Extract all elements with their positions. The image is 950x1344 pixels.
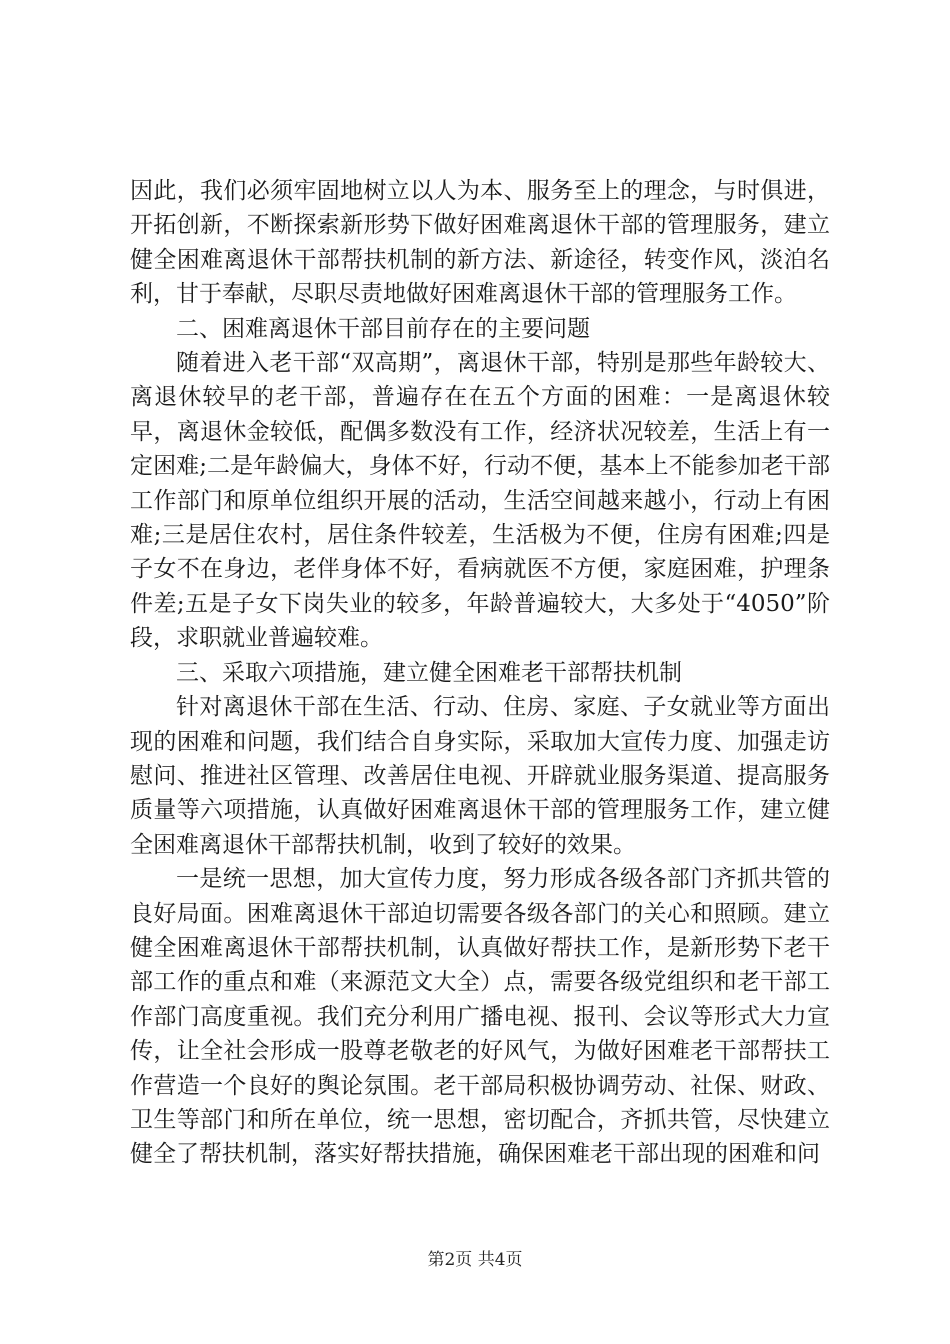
page-footer: 第2页 共4页 (427, 1250, 523, 1270)
paragraph-measure-one: 一是统一思想，加大宣传力度，努力形成各级各部门齐抓共管的良好局面。困难离退休干部迫切需要各级各部门的关心和照顾。建立健全困难离退休干部帮扶机制，认真做好帮扶工作，是新形势下老干部工作的重点和难（来源范文大全）点，需要各级党组织和老干部工作部门高度重视。我们充分利用广播电视、报刊、会议等形式大力宣传，让全社会形成一股尊老敬老的好风气，为做好困难老干部帮扶工作营造一个良好的舆论氛围。老干部局积极协调劳动、社保、财政、卫生等部门和所在单位，统一思想，密切配合，齐抓共管，尽快建立健全了帮扶机制，落实好帮扶措施，确保困难老干部出现的困难和问 (130, 866, 830, 1168)
paragraph-intro: 因此，我们必须牢固地树立以人为本、服务至上的理念，与时俱进，开拓创新，不断探索新形势下做好困难离退休干部的管理服务，建立健全困难离退休干部帮扶机制的新方法、新途径，转变作风，淡泊名利，甘于奉献，尽职尽责地做好困难离退休干部的管理服务工作。 (130, 178, 830, 308)
document-body (130, 174, 830, 1172)
section-heading-2: 二、困难离退休干部目前存在的主要问题 (176, 315, 590, 342)
section-heading-3: 三、采取六项措施，建立健全困难老干部帮扶机制 (176, 659, 682, 686)
paragraph-measures: 针对离退休干部在生活、行动、住房、家庭、子女就业等方面出现的困难和问题，我们结合自身实际，采取加大宣传力度、加强走访慰问、推进社区管理、改善居住电视、开辟就业服务渠道、提高服务质量等六项措施，认真做好困难离退休干部的管理服务工作，建立健全困难离退休干部帮扶机制，收到了较好的效果。 (130, 694, 830, 858)
paragraph-problems: 随着进入老干部“双高期”，离退休干部，特别是那些年龄较大、离退休较早的老干部，普遍存在在五个方面的困难：一是离退休较早，离退休金较低，配偶多数没有工作，经济状况较差，生活上有一定困难;二是年龄偏大，身体不好，行动不便，基本上不能参加老干部工作部门和原单位组织开展的活动，生活空间越来越小，行动上有困难;三是居住农村，居住条件较差，生活极为不便，住房有困难;四是子女不在身边，老伴身体不好，看病就医不方便，家庭困难，护理条件差;五是子女下岗失业的较多，年龄普遍较大，大多处于“4050”阶段，求职就业普遍较难。 (130, 350, 830, 652)
